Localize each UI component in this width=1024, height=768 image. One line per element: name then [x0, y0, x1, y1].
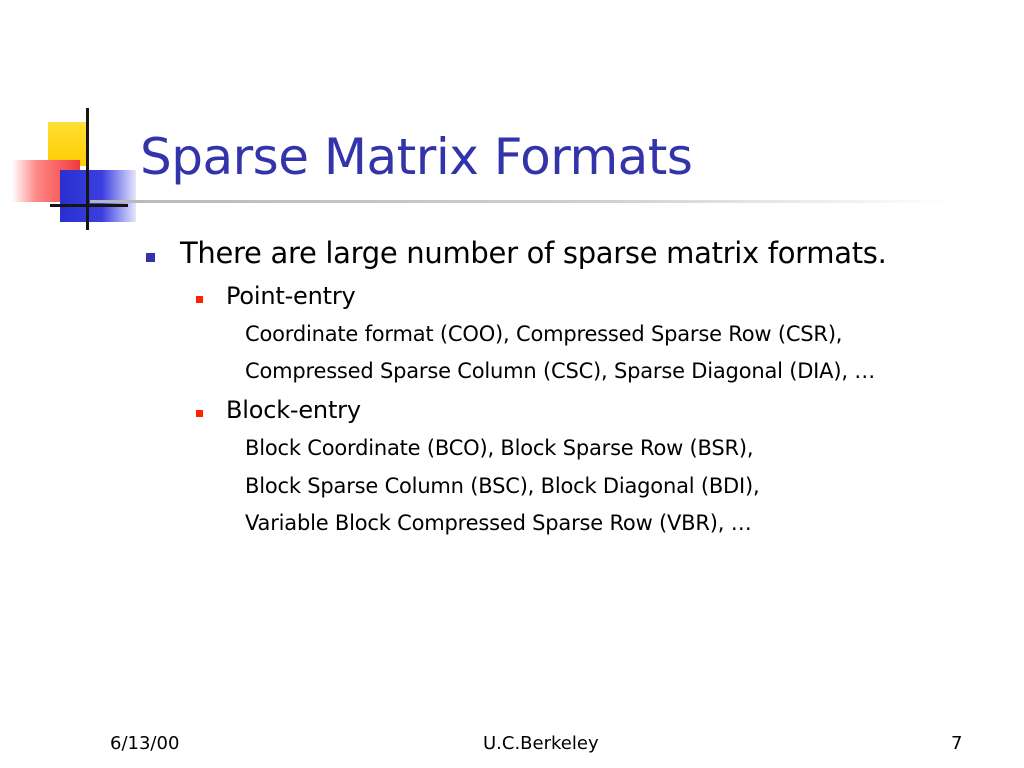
point-entry-line: Compressed Sparse Column (CSC), Sparse Diagonal (DIA), …: [245, 359, 876, 383]
footer-date: 6/13/00: [110, 733, 180, 754]
block-entry-line: Variable Block Compressed Sparse Row (VBR), …: [245, 511, 752, 535]
horizontal-line-decoration: [50, 204, 128, 207]
main-bullet-text: There are large number of sparse matrix formats.: [180, 236, 887, 270]
bullet-square-icon: [146, 253, 155, 262]
title-underline: [90, 200, 950, 203]
point-entry-line: Coordinate format (COO), Compressed Sparse Row (CSR),: [245, 322, 843, 346]
blue-square-decoration: [60, 170, 136, 222]
vertical-line-decoration: [86, 108, 89, 230]
footer-organization: U.C.Berkeley: [483, 733, 599, 754]
block-entry-label: Block-entry: [226, 396, 361, 424]
bullet-square-icon: [196, 410, 203, 417]
point-entry-label: Point-entry: [226, 282, 356, 310]
block-entry-line: Block Coordinate (BCO), Block Sparse Row (BSR),: [245, 436, 754, 460]
block-entry-line: Block Sparse Column (BSC), Block Diagonal (BDI),: [245, 474, 760, 498]
bullet-square-icon: [196, 296, 203, 303]
slide-title: Sparse Matrix Formats: [140, 128, 693, 186]
slide-logo-decoration: [0, 0, 160, 240]
footer-page-number: 7: [951, 733, 963, 754]
